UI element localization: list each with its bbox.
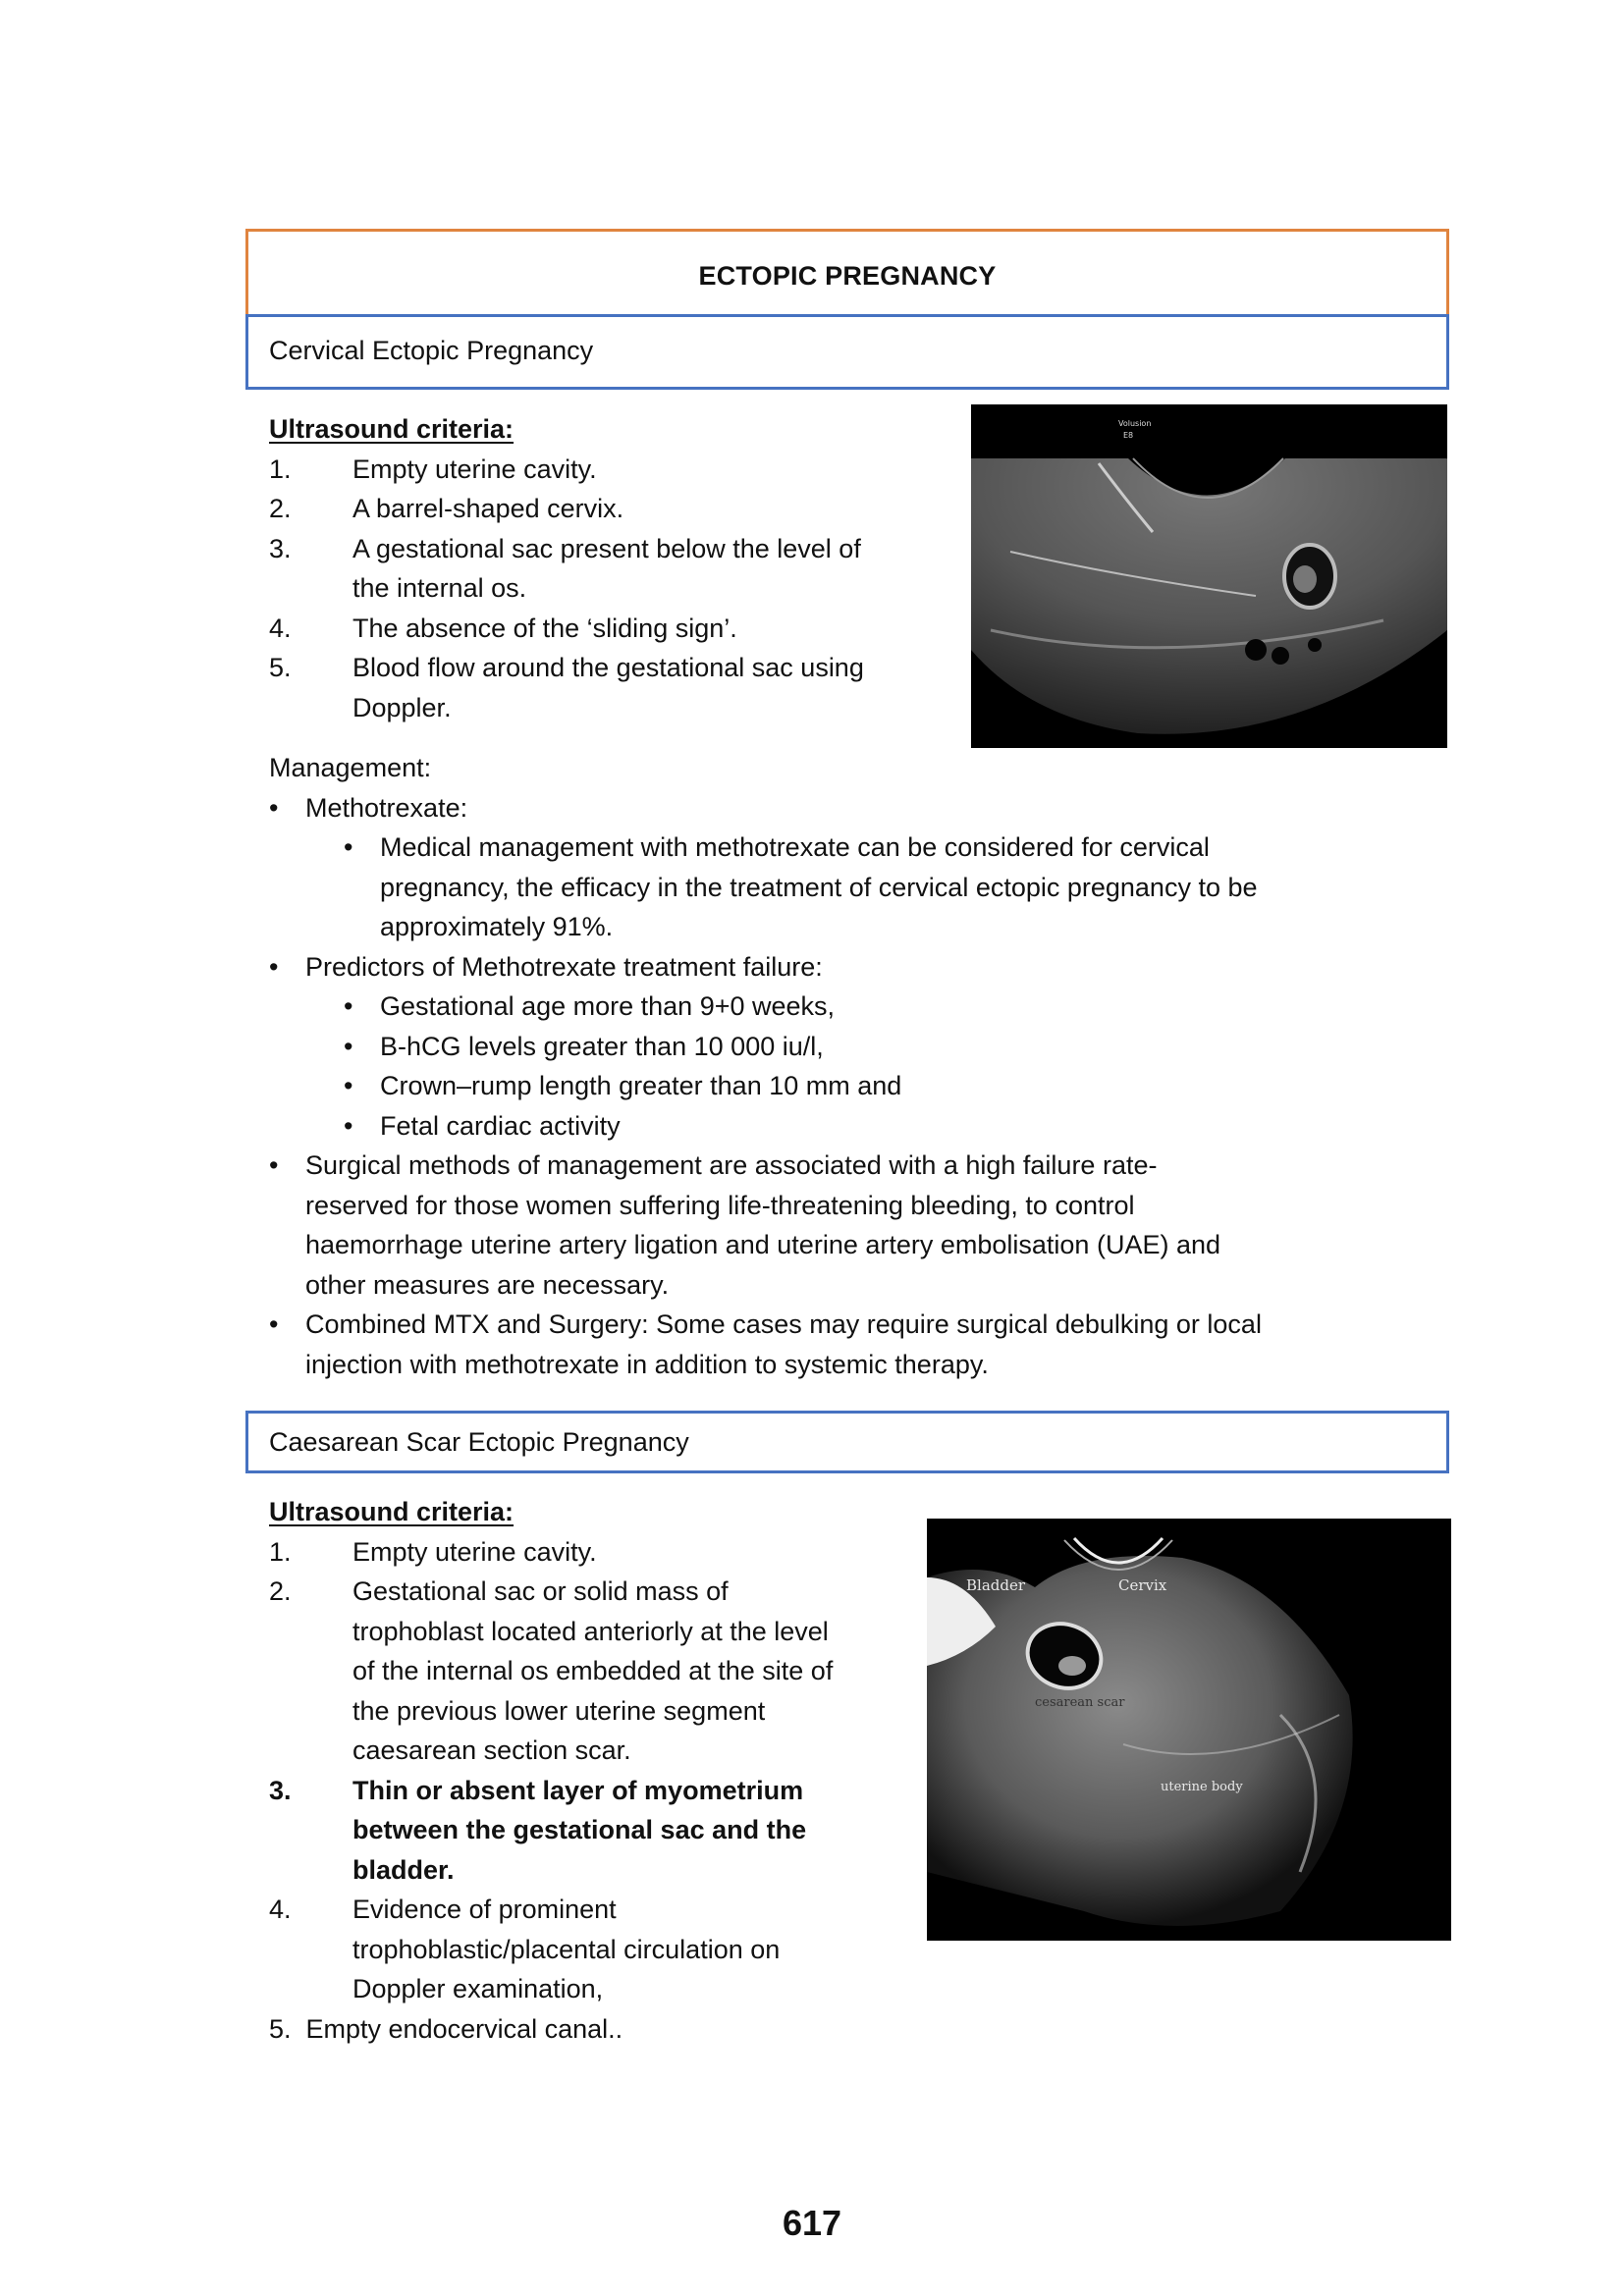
list-number: 2. bbox=[269, 494, 292, 523]
bullet-icon: • bbox=[344, 1110, 353, 1141]
bullet-text: Surgical methods of management are associated with a high failure rate- bbox=[305, 1150, 1158, 1180]
list-text: Thin or absent layer of myometrium bbox=[352, 1775, 804, 1805]
list-text: between the gestational sac and the bbox=[352, 1815, 807, 1844]
section-header-cervical bbox=[245, 314, 1449, 390]
list-number: 4. bbox=[269, 613, 292, 643]
ultrasound-scan-icon bbox=[971, 404, 1447, 748]
bullet-text: Medical management with methotrexate can be considered for cervical bbox=[380, 832, 1210, 862]
bullet-text: Fetal cardiac activity bbox=[380, 1110, 621, 1141]
bullet-text: pregnancy, the efficacy in the treatment of cervical ectopic pregnancy to be bbox=[380, 872, 1258, 902]
list-text: Gestational sac or solid mass of bbox=[352, 1576, 729, 1606]
caesarean-ultrasound-image bbox=[927, 1519, 1451, 1941]
caesarean-criterion-5 bbox=[269, 2009, 623, 2050]
list-text: caesarean section scar. bbox=[352, 1735, 631, 1765]
list-text: Evidence of prominent bbox=[352, 1895, 617, 1924]
label-bladder: Bladder bbox=[966, 1576, 1026, 1594]
cervical-criteria-heading: Ultrasound criteria: bbox=[269, 414, 514, 444]
list-text: The absence of the ‘sliding sign’. bbox=[352, 613, 737, 643]
list-number: 3. bbox=[269, 1775, 292, 1805]
list-text: Doppler. bbox=[352, 692, 452, 722]
label-cervix: Cervix bbox=[1118, 1576, 1167, 1594]
bullet-icon: • bbox=[344, 991, 353, 1021]
page-number: 617 bbox=[782, 2203, 842, 2243]
list-text: Blood flow around the gestational sac using bbox=[352, 653, 864, 682]
management-heading: Management: bbox=[269, 753, 432, 782]
list-text: the internal os. bbox=[352, 573, 527, 603]
section-header-caesarean bbox=[245, 1411, 1449, 1473]
bullet-text: approximately 91%. bbox=[380, 912, 614, 941]
list-text: bladder. bbox=[352, 1854, 455, 1885]
bullet-icon: • bbox=[269, 1150, 279, 1180]
svg-text:E8: E8 bbox=[1123, 431, 1134, 440]
list-text: 5. Empty endocervical canal.. bbox=[269, 2013, 623, 2044]
list-number: 1. bbox=[269, 454, 292, 484]
list-text: Doppler examination, bbox=[352, 1974, 604, 2003]
list-number: 1. bbox=[269, 1536, 292, 1567]
list-text: Empty uterine cavity. bbox=[352, 454, 597, 484]
list-text: trophoblastic/placental circulation on bbox=[352, 1934, 781, 1964]
label-cesarean-scar: cesarean scar bbox=[1035, 1695, 1125, 1710]
chapter-title: ECTOPIC PREGNANCY bbox=[698, 261, 997, 291]
bullet-icon: • bbox=[269, 1309, 279, 1339]
bullet-text: Predictors of Methotrexate treatment failure: bbox=[305, 951, 823, 982]
list-number: 4. bbox=[269, 1895, 292, 1924]
svg-text:Volusion: Volusion bbox=[1118, 419, 1152, 428]
list-text: of the internal os embedded at the site of bbox=[352, 1656, 834, 1685]
bullet-text: injection with methotrexate in addition to systemic therapy. bbox=[305, 1349, 989, 1379]
bullet-text: haemorrhage uterine artery ligation and uterine artery embolisation (UAE) and bbox=[305, 1230, 1221, 1259]
bullet-text: other measures are necessary. bbox=[305, 1269, 670, 1300]
bullet-icon: • bbox=[344, 1071, 353, 1100]
bullet-icon: • bbox=[269, 792, 279, 823]
bullet-text: Methotrexate: bbox=[305, 792, 468, 823]
list-text: trophoblast located anteriorly at the level bbox=[352, 1616, 829, 1646]
list-number: 5. bbox=[269, 653, 292, 682]
bullet-text: Gestational age more than 9+0 weeks, bbox=[380, 991, 836, 1021]
list-number: 2. bbox=[269, 1576, 292, 1606]
bullet-icon: • bbox=[269, 951, 279, 982]
bullet-text: Combined MTX and Surgery: Some cases may require surgical debulking or local bbox=[305, 1309, 1262, 1339]
bullet-icon: • bbox=[344, 1031, 353, 1061]
list-text: A gestational sac present below the level of bbox=[352, 533, 861, 563]
list-number: 3. bbox=[269, 533, 292, 563]
label-uterine-body: uterine body bbox=[1161, 1780, 1243, 1794]
list-text: the previous lower uterine segment bbox=[352, 1695, 766, 1726]
bullet-text: B-hCG levels greater than 10 000 iu/l, bbox=[380, 1031, 824, 1061]
bullet-text: reserved for those women suffering life-threatening bleeding, to control bbox=[305, 1190, 1135, 1220]
cervical-ultrasound-image bbox=[971, 404, 1447, 748]
bullet-text: Crown–rump length greater than 10 mm and bbox=[380, 1071, 902, 1100]
list-text: A barrel-shaped cervix. bbox=[352, 494, 624, 523]
chapter-title-box bbox=[245, 229, 1449, 316]
list-text: Empty uterine cavity. bbox=[352, 1536, 597, 1567]
caesarean-criteria-heading: Ultrasound criteria: bbox=[269, 1497, 514, 1526]
section-title-cervical: Cervical Ectopic Pregnancy bbox=[269, 336, 594, 365]
bullet-icon: • bbox=[344, 832, 353, 862]
section-title-caesarean: Caesarean Scar Ectopic Pregnancy bbox=[269, 1427, 689, 1457]
